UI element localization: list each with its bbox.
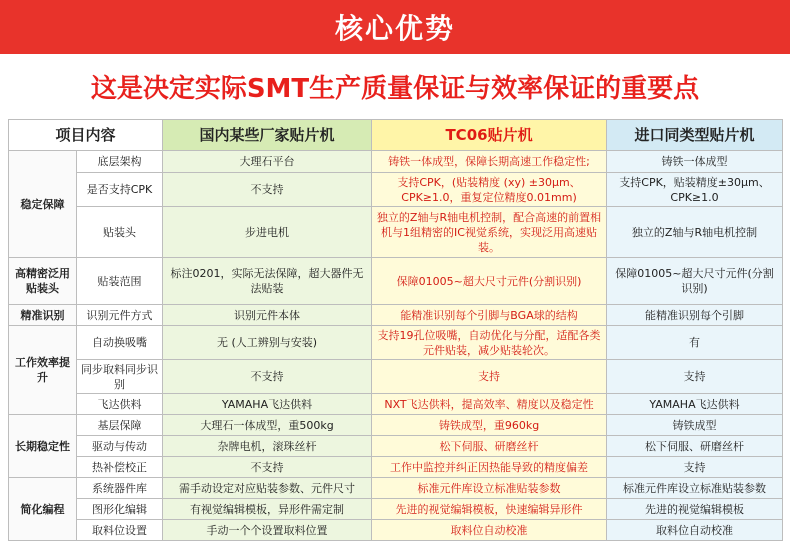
domestic-cell: 大理石平台	[163, 151, 372, 173]
table-row	[9, 305, 783, 326]
item-cell: 底层架构	[77, 151, 163, 173]
imported-cell: 铸铁一体成型	[607, 151, 783, 173]
domestic-cell: 识别元件本体	[163, 305, 372, 326]
domestic-cell: 不支持	[163, 457, 372, 478]
item-cell: 贴装范围	[77, 258, 163, 305]
imported-cell: 先进的视觉编辑模板	[607, 499, 783, 520]
item-cell: 识别元件方式	[77, 305, 163, 326]
tc06-cell: NXT飞达供料，提高效率、精度以及稳定性	[372, 394, 607, 415]
table-row	[9, 499, 783, 520]
imported-cell: 标准元件库设立标准贴装参数	[607, 478, 783, 499]
domestic-cell: YAMAHA飞达供料	[163, 394, 372, 415]
domestic-cell: 手动一个个设置取料位置	[163, 520, 372, 541]
table-row	[9, 520, 783, 541]
table-row	[9, 478, 783, 499]
domestic-cell: 大理石一体成型，重500kg	[163, 415, 372, 436]
imported-cell: 取料位自动校准	[607, 520, 783, 541]
tc06-cell: 支持	[372, 360, 607, 394]
domestic-cell: 标注0201，实际无法保障，超大器件无法贴装	[163, 258, 372, 305]
item-cell: 自动换吸嘴	[77, 326, 163, 360]
tc06-cell: 独立的Z轴与R轴电机控制，配合高速的前置相机与1组精密的IC视觉系统，实现泛用高速贴装。	[372, 207, 607, 258]
item-cell: 基层保障	[77, 415, 163, 436]
domestic-cell: 有视觉编辑模板，异形件需定制	[163, 499, 372, 520]
header-tc06: TC06贴片机	[372, 120, 607, 151]
imported-cell: 保障01005~超大尺寸元件(分割识别)	[607, 258, 783, 305]
item-cell: 驱动与传动	[77, 436, 163, 457]
table-row	[9, 258, 783, 305]
domestic-cell: 需手动设定对应贴装参数、元件尺寸	[163, 478, 372, 499]
table-row	[9, 457, 783, 478]
tc06-cell: 标准元件库设立标准贴装参数	[372, 478, 607, 499]
category-cell: 精准识别	[9, 305, 77, 326]
domestic-cell: 不支持	[163, 173, 372, 207]
table-row	[9, 173, 783, 207]
category-cell: 简化编程	[9, 478, 77, 541]
item-cell: 取料位设置	[77, 520, 163, 541]
tc06-cell: 铸铁成型，重960kg	[372, 415, 607, 436]
imported-cell: YAMAHA飞达供料	[607, 394, 783, 415]
banner-title: 核心优势	[0, 0, 790, 54]
imported-cell: 支持	[607, 360, 783, 394]
item-cell: 同步取料同步识别	[77, 360, 163, 394]
table-header-row	[9, 120, 783, 151]
tc06-cell: 先进的视觉编辑模板，快速编辑异形件	[372, 499, 607, 520]
imported-cell: 独立的Z轴与R轴电机控制	[607, 207, 783, 258]
table-row	[9, 394, 783, 415]
tc06-cell: 取料位自动校准	[372, 520, 607, 541]
header-imported: 进口同类型贴片机	[607, 120, 783, 151]
domestic-cell: 不支持	[163, 360, 372, 394]
tc06-cell: 能精准识别每个引脚与BGA球的结构	[372, 305, 607, 326]
page-subtitle: 这是决定实际SMT生产质量保证与效率保证的重要点	[90, 73, 700, 104]
item-cell: 是否支持CPK	[77, 173, 163, 207]
domestic-cell: 步进电机	[163, 207, 372, 258]
imported-cell: 支持CPK，贴装精度±30μm、CPK≥1.0	[607, 173, 783, 207]
domestic-cell: 杂牌电机，滚珠丝杆	[163, 436, 372, 457]
category-cell: 工作效率提升	[9, 326, 77, 415]
imported-cell: 能精准识别每个引脚	[607, 305, 783, 326]
table-row	[9, 415, 783, 436]
tc06-cell: 松下伺服、研磨丝杆	[372, 436, 607, 457]
item-cell: 飞达供料	[77, 394, 163, 415]
table-row	[9, 207, 783, 258]
item-cell: 贴装头	[77, 207, 163, 258]
header-item-content: 项目内容	[9, 120, 163, 151]
comparison-table	[8, 119, 783, 541]
category-cell: 高精密泛用贴装头	[9, 258, 77, 305]
imported-cell: 松下伺服、研磨丝杆	[607, 436, 783, 457]
header-domestic: 国内某些厂家贴片机	[163, 120, 372, 151]
tc06-cell: 支持CPK，(贴装精度 (xy) ±30μm、CPK≥1.0，重复定位精度0.01mm)	[372, 173, 607, 207]
item-cell: 图形化编辑	[77, 499, 163, 520]
imported-cell: 有	[607, 326, 783, 360]
table-row	[9, 360, 783, 394]
item-cell: 系统器件库	[77, 478, 163, 499]
domestic-cell: 无 (人工辨别与安装)	[163, 326, 372, 360]
table-row	[9, 151, 783, 173]
imported-cell: 铸铁成型	[607, 415, 783, 436]
table-row	[9, 436, 783, 457]
tc06-cell: 铸铁一体成型，保障长期高速工作稳定性;	[372, 151, 607, 173]
item-cell: 热补偿校正	[77, 457, 163, 478]
category-cell: 长期稳定性	[9, 415, 77, 478]
imported-cell: 支持	[607, 457, 783, 478]
table-row	[9, 326, 783, 360]
tc06-cell: 支持19孔位吸嘴，自动优化与分配，适配各类元件贴装，减少贴装轮次。	[372, 326, 607, 360]
tc06-cell: 保障01005~超大尺寸元件(分割识别)	[372, 258, 607, 305]
category-cell: 稳定保障	[9, 151, 77, 258]
tc06-cell: 工作中监控并纠正因热能导致的精度偏差	[372, 457, 607, 478]
